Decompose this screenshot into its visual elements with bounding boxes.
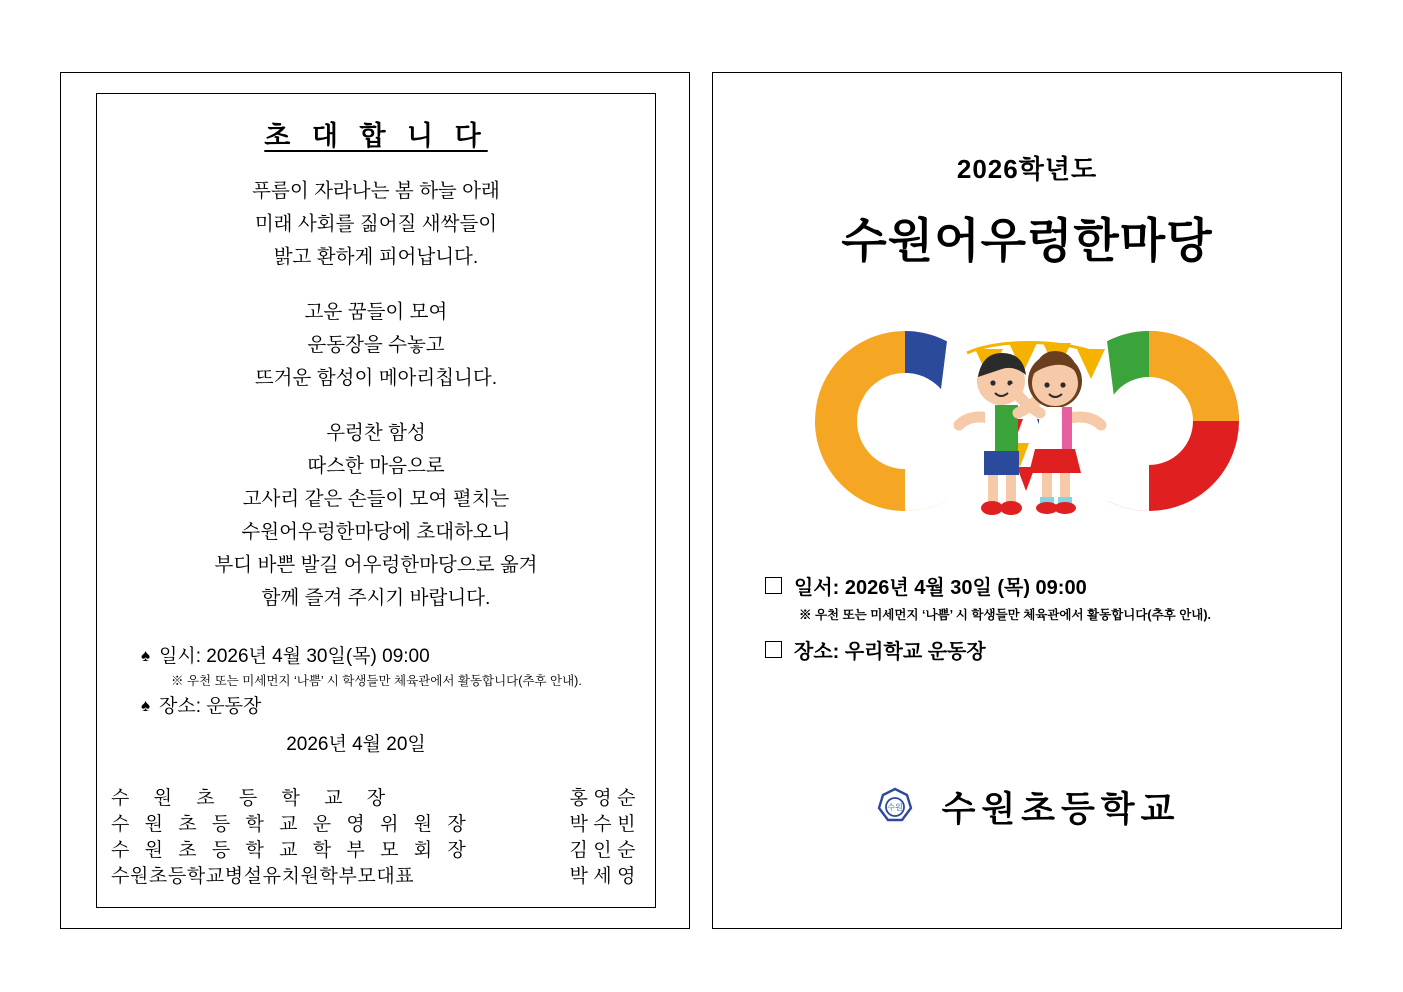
spade-icon: ♠ [141, 696, 151, 715]
right-place-text: 장소: 우리학교 운동장 [794, 641, 986, 663]
svg-text:수원: 수원 [886, 803, 903, 812]
signature-row [105, 786, 647, 812]
left-inner-border [96, 93, 656, 908]
poem-line: 함께 즐겨 주시기 바랍니다. [261, 587, 491, 609]
issue-date: 2026년 4월 20일 [286, 734, 426, 755]
invitation-title: 초 대 합 니 다 [264, 121, 488, 151]
poem-line: 따스한 마음으로 [307, 455, 445, 477]
event-info-block [97, 641, 655, 721]
signature-name: 김인순 [569, 840, 641, 861]
right-date-note: ※ 우천 또는 미세먼지 ‘나쁨’ 시 학생들만 체육관에서 활동합니다(추후 안내). [799, 608, 1211, 622]
signature-row [105, 812, 647, 838]
right-event-info [713, 573, 1341, 667]
signature-block [97, 786, 655, 890]
poem-stanza [97, 175, 655, 274]
event-date-text: 일시: 2026년 4월 30일(목) 09:00 [159, 646, 430, 667]
children-with-balls-illustration [797, 301, 1257, 531]
poem-line: 미래 사회를 짊어질 새싹들이 [254, 213, 498, 235]
poem-line: 뜨거운 함성이 메아리칩니다. [254, 367, 498, 389]
signature-row [105, 838, 647, 864]
empty-checkbox-icon [765, 641, 782, 658]
poem-line: 밝고 환하게 피어납니다. [273, 246, 479, 268]
spade-icon: ♠ [141, 646, 151, 665]
event-date-line [141, 641, 655, 671]
signature-name: 홍영순 [569, 788, 641, 809]
event-main-title: 수원어우렁한마당 [841, 214, 1213, 267]
event-place-line [141, 691, 655, 721]
poem-line: 수원어우렁한마당에 초대하오니 [241, 521, 511, 543]
right-date-line [765, 573, 1341, 603]
empty-checkbox-icon [765, 577, 782, 594]
poem-stanza [97, 296, 655, 395]
signature-title: 수 원 초 등 학 교 장 [111, 788, 395, 809]
signature-title: 수 원 초 등 학 교 운 영 위 원 장 [111, 814, 471, 835]
school-name-text: 수원초등학교 [941, 790, 1181, 829]
poem-line: 고운 꿈들이 모여 [304, 301, 448, 323]
right-place-line [765, 637, 1341, 667]
poem-line: 부디 바쁜 발길 어우렁한마당으로 옮겨 [214, 554, 538, 576]
poem-line: 고사리 같은 손들이 모여 펼치는 [242, 488, 510, 510]
event-place-text: 장소: 운동장 [159, 696, 262, 717]
poem-line: 우렁찬 함성 [326, 422, 426, 444]
signature-title: 수원초등학교병설유치원학부모대표 [111, 866, 415, 887]
right-cover-panel [712, 72, 1342, 929]
school-emblem-icon [874, 786, 916, 828]
school-year-label: 2026학년도 [956, 154, 1098, 184]
signature-name: 박수빈 [569, 814, 641, 835]
poem-line: 운동장을 수놓고 [307, 334, 445, 356]
right-date-text: 일서: 2026년 4월 30일 (목) 09:00 [794, 577, 1087, 599]
poem-body [97, 175, 655, 615]
left-invitation-panel [60, 72, 690, 929]
signature-title: 수 원 초 등 학 교 학 부 모 회 장 [111, 840, 471, 861]
poem-line: 푸름이 자라나는 봄 하늘 아래 [252, 180, 500, 202]
poem-stanza [97, 417, 655, 615]
school-signature-row [713, 782, 1341, 832]
event-date-note: ※ 우천 또는 미세먼지 ‘나쁨’ 시 학생들만 체육관에서 활동합니다(추후 안내). [171, 674, 582, 688]
signature-name: 박세영 [569, 866, 641, 887]
signature-row [105, 864, 647, 890]
